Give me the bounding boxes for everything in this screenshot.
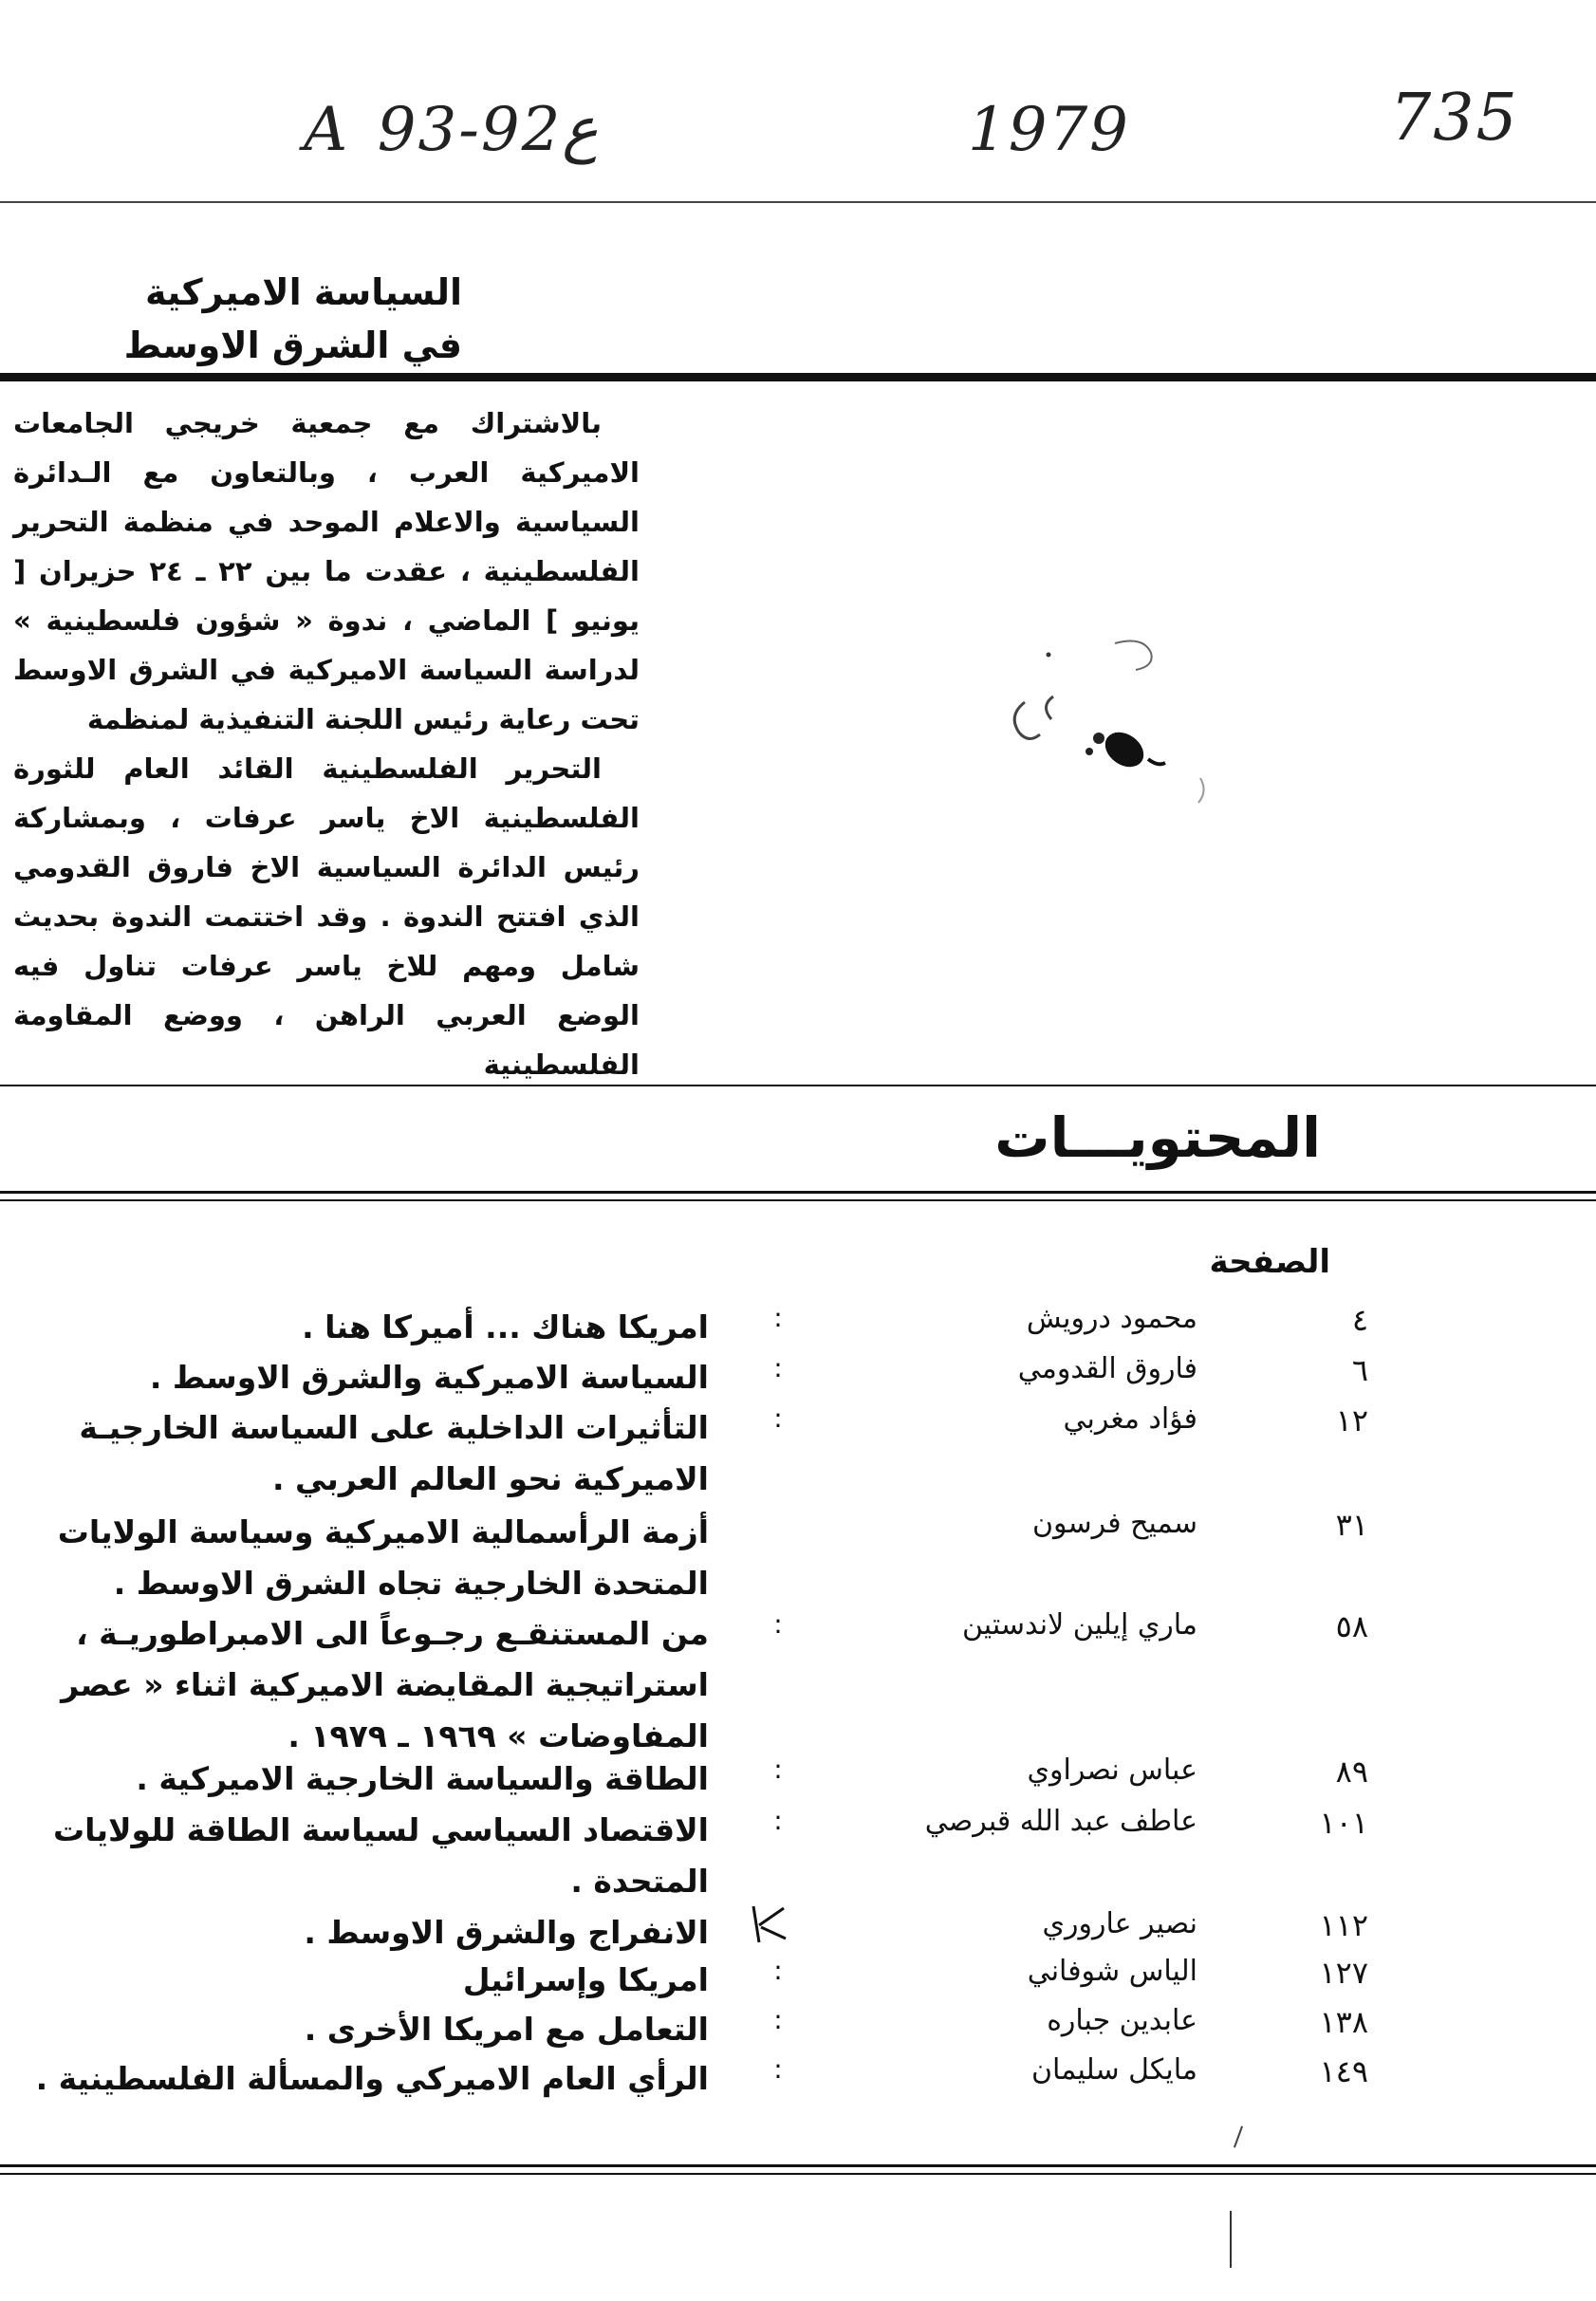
toc-entry-title [7,2053,709,2105]
bottom-double-rule-a [0,2164,1596,2167]
toc-entry-title [7,1907,709,1958]
toc-entry [0,1907,1596,1960]
toc-entry-title [7,1402,709,1505]
toc-entry [0,1402,1596,1497]
toc-entry-page: ١٢ [1335,1402,1368,1438]
toc-entry-title-line: امريكا وإسرائيل [462,1961,709,1998]
toc-entry-title-line: السياسة الاميركية والشرق الاوسط . [149,1359,709,1396]
handwritten-year: 1979 [968,95,1130,165]
toc-entry-colon: : [773,1608,783,1640]
toc-entry-page: ١٤٩ [1319,2053,1368,2089]
toc-entry-colon: : [773,1302,783,1333]
toc-entry-page: ٣١ [1335,1507,1368,1543]
toc-entry-title [7,1352,709,1403]
toc-entry-colon: : [773,1754,783,1785]
toc-entry-title-line: من المستنقـع رجـوعاً الى الامبراطوريـة ، [76,1615,709,1652]
toc-double-rule-a [0,1191,1596,1194]
toc-entry-page: ٥٨ [1335,1608,1368,1644]
toc-entry-author: الياس شوفاني [1027,1955,1197,1988]
toc-entry [0,1608,1596,1754]
article-title [26,266,462,372]
ink-scribble-mark [987,617,1215,826]
top-rule [0,201,1596,203]
toc-double-rule-b [0,1199,1596,1201]
toc-entry-author: سميح فرسون [1032,1507,1197,1540]
toc-entry-title-line: التأثيرات الداخلية على السياسة الخارجيـة [79,1409,709,1446]
handwritten-catalog-code: A 93-92ع [304,95,599,165]
toc-entry [0,1955,1596,2008]
handwritten-number: 735 [1390,81,1519,156]
toc-entry-colon: : [773,1955,783,1986]
toc-entry-author: محمود درويش [1026,1302,1197,1335]
toc-entry-author: عاطف عبد الله قبرصي [924,1805,1197,1838]
toc-entry-author: عابدين جباره [1047,2004,1197,2037]
toc-entry-title [7,1754,709,1805]
toc-entry-author: نصير عاروري [1042,1907,1197,1940]
toc-entry-colon: : [773,1805,783,1836]
toc-heading: المحتويـــات [994,1105,1321,1170]
toc-entry-title-line: الطاقة والسياسة الخارجية الاميركية . [136,1760,709,1797]
toc-entry-page: ١٢٧ [1319,1955,1368,1991]
toc-entry-colon: : [773,1352,783,1383]
toc-entry [0,1352,1596,1405]
title-thick-rule [0,373,1596,381]
toc-entry-page: ١٠١ [1319,1805,1368,1841]
toc-entry-title [7,1805,709,1907]
intro-paragraph-2: التحرير الفلسطينية القائد العام للثورة الفلسطينية الاخ ياسر عرفات ، وبمشاركة رئيس الدائرة السياسية الاخ فاروق القدومي الذي افتتح الندوة . وقد اختتمت الندوة بحديث شامل ومهم للاخ ياسر عرفات تناول فيه الوضع العربي الراهن ، ووضع المقاومة الفلسطينية [13,752,640,1081]
toc-entry [0,1507,1596,1602]
article-title-line-1: السياسة الاميركية [144,271,462,313]
toc-entry-page: ٦ [1351,1352,1368,1388]
toc-entry-title-line: التعامل مع امريكا الأخرى . [304,2011,709,2048]
toc-entry-title-line: المفاوضات » ١٩٦٩ ـ ١٩٧٩ . [288,1717,709,1754]
toc-entry-title-line: امريكا هناك ... أميركا هنا . [302,1308,709,1345]
toc-entry-title [7,1302,709,1353]
page-column-label: الصفحة [1209,1243,1330,1281]
toc-entry [0,2053,1596,2106]
toc-entry-title-line: استراتيجية المقايضة الاميركية اثناء « عصر [61,1666,709,1703]
toc-entry-author: فؤاد مغربي [1063,1402,1197,1436]
article-title-line-2: في الشرق الاوسط [123,325,462,366]
toc-entry-title [7,2004,709,2055]
toc-entry-title-line: الاقتصاد السياسي لسياسة الطاقة للولايات [53,1811,709,1848]
toc-entry-title-line: الاميركية نحو العالم العربي . [272,1460,709,1497]
toc-entry-title-line: الانفراج والشرق الاوسط . [304,1914,709,1951]
toc-entry-title [7,1507,709,1609]
toc-entry-author: فاروق القدومي [1017,1352,1197,1385]
intro-bottom-rule [0,1085,1596,1086]
toc-entry-title-line: أزمة الرأسمالية الاميركية وسياسة الولايات [57,1513,709,1550]
intro-paragraph-1: بالاشتراك مع جمعية خريجي الجامعات الاميركية العرب ، وبالتعاون مع الـدائرة السياسية والاعلام الموحد في منظمة التحرير الفلسطينية ، عقدت ما بين ٢٢ ـ ٢٤ حزيران [ يونيو ] الماضي ، ندوة « شؤون فلسطينية » لدراسة السياسة الاميركية في الشرق الاوسط تحت رعاية رئيس اللجنة التنفيذية لمنظمة [13,407,640,735]
toc-entry-page: ٤ [1351,1302,1368,1338]
handwritten-check-mark [746,1901,793,1948]
pen-mark [1234,2125,1243,2147]
toc-entry-page: ٨٩ [1335,1754,1368,1790]
toc-entry-colon: : [773,2004,783,2035]
bottom-double-rule-b [0,2173,1596,2175]
toc-entry-title [7,1608,709,1762]
toc-entry [0,1754,1596,1807]
toc-entry [0,1302,1596,1355]
toc-entry [0,2004,1596,2057]
toc-entry-colon: : [773,2053,783,2085]
toc-entry-page: ١١٢ [1319,1907,1368,1943]
toc-entry-author: ماري إيلين لاندستين [961,1608,1197,1642]
toc-entry-colon: : [773,1402,783,1434]
toc-entry [0,1805,1596,1900]
toc-entry-title-line: الرأي العام الاميركي والمسألة الفلسطينية . [35,2060,709,2097]
pen-mark [1230,2211,1232,2268]
article-intro [13,399,640,1089]
toc-entry-title [7,1955,709,2006]
toc-entry-author: عباس نصراوي [1027,1754,1197,1787]
toc-entry-title-line: المتحدة . [570,1863,709,1900]
toc-entry-title-line: المتحدة الخارجية تجاه الشرق الاوسط . [113,1565,709,1602]
toc-entry-page: ١٣٨ [1319,2004,1368,2040]
toc-entry-author: مايكل سليمان [1030,2053,1197,2087]
